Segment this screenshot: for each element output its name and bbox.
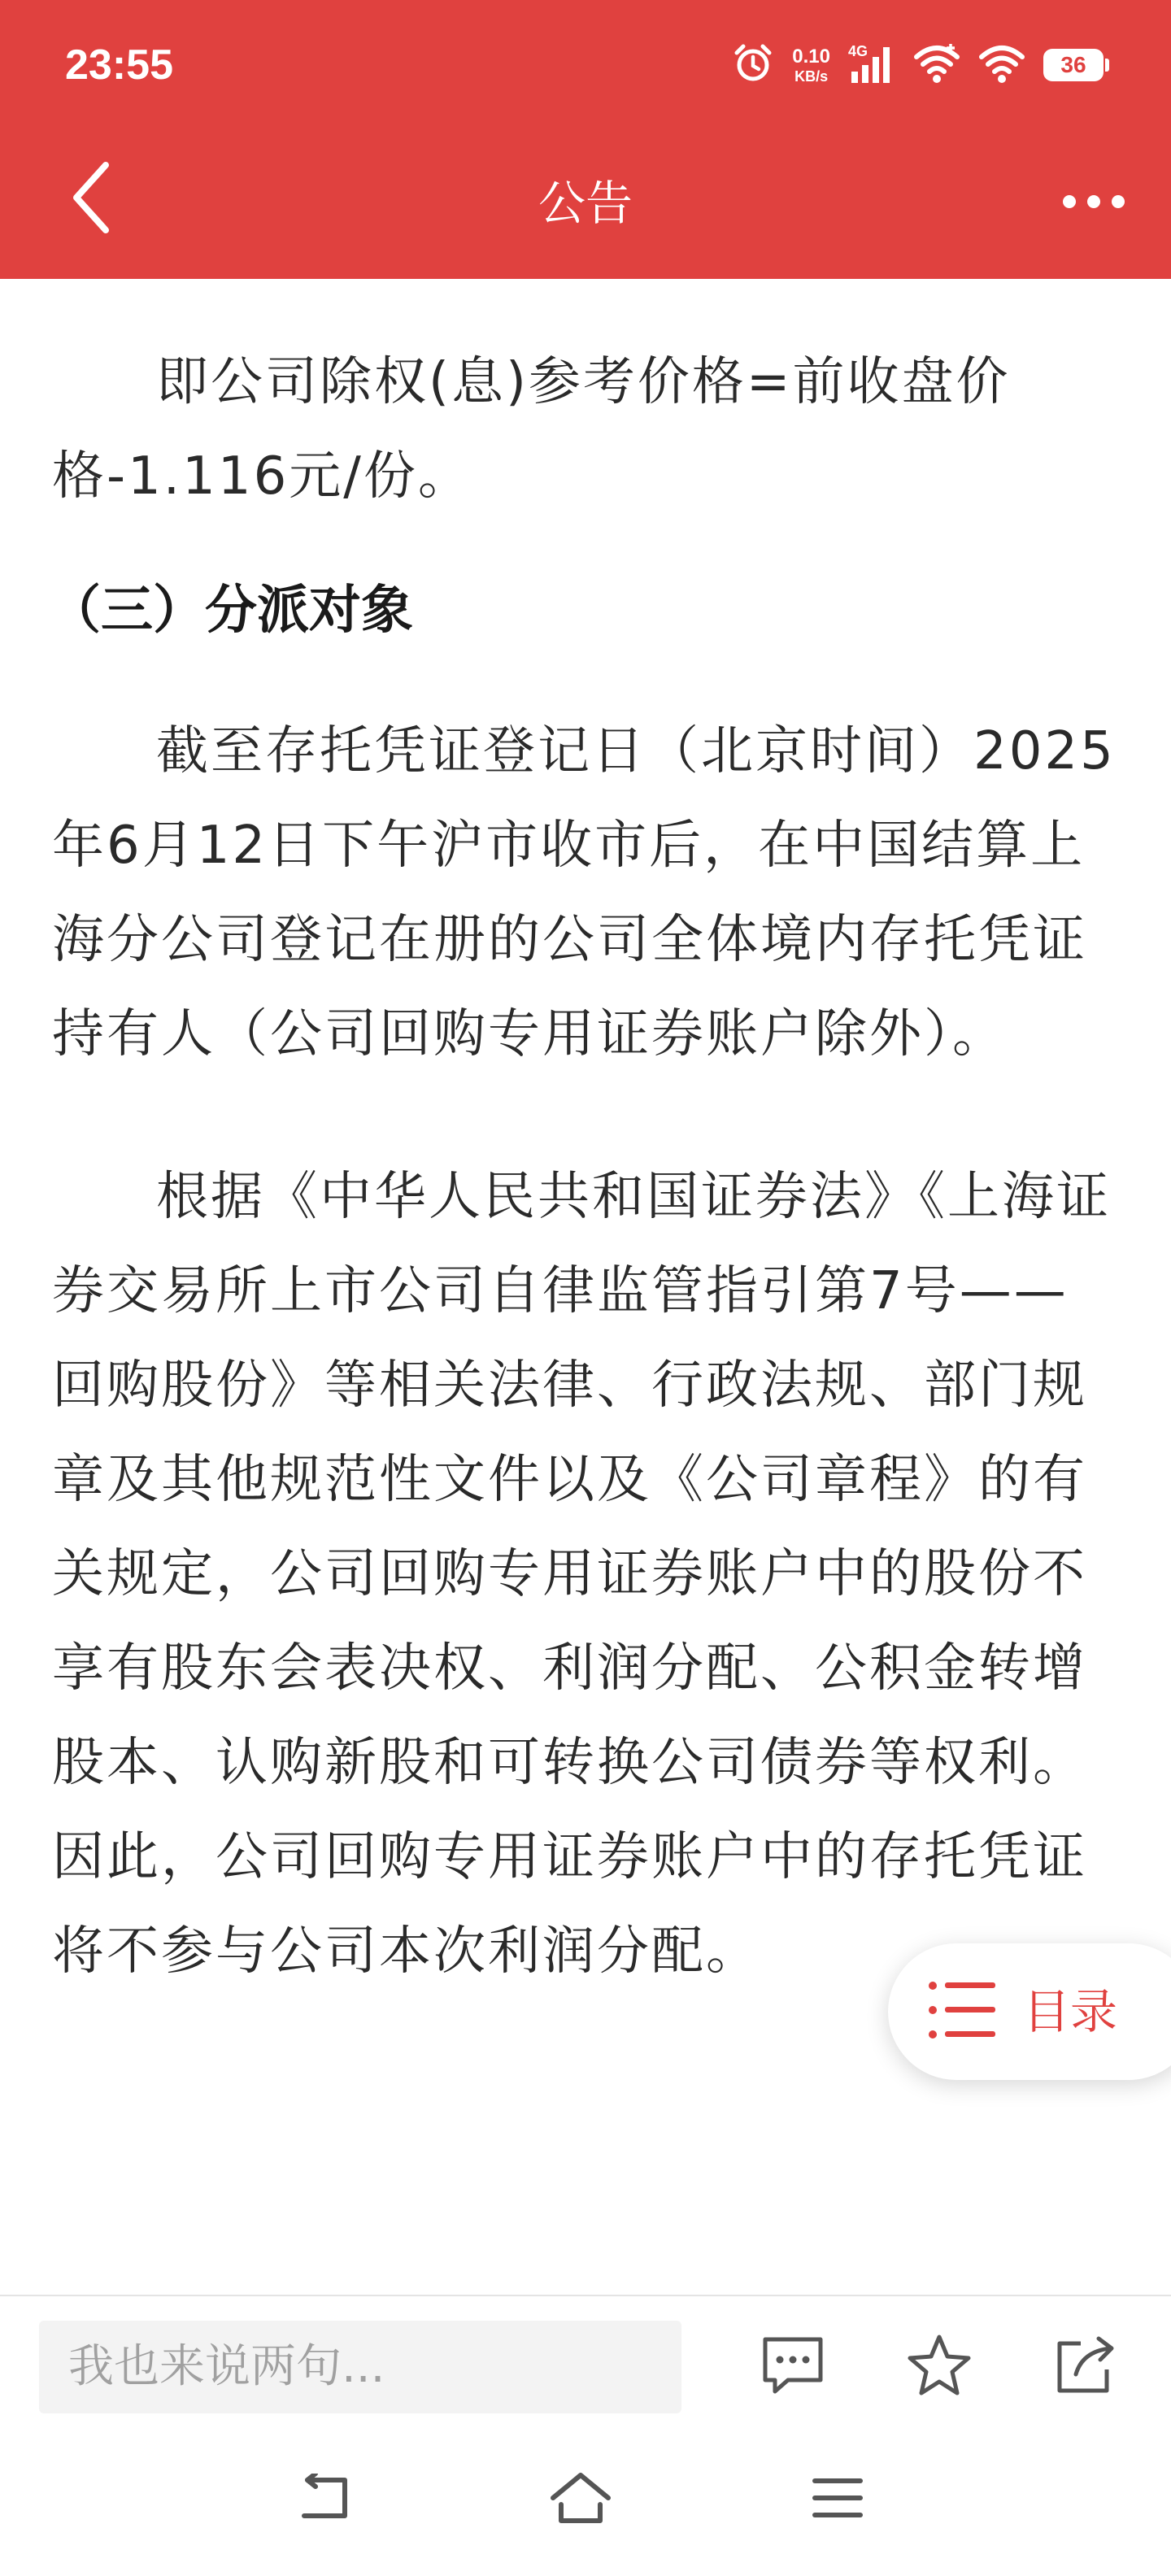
status-icons bbox=[732, 36, 1109, 94]
page-title: 公告 bbox=[538, 176, 633, 231]
network-speed-unit: KB/s bbox=[794, 67, 829, 85]
network-speed bbox=[792, 47, 830, 84]
article-paragraph: 即公司除权(息)参考价格=前收盘价格-1.116元/份。 bbox=[52, 352, 1011, 507]
nav-menu-icon bbox=[809, 2475, 866, 2524]
favorite-star-icon bbox=[907, 2334, 972, 2400]
alarm-icon bbox=[732, 42, 774, 88]
share-button[interactable] bbox=[1051, 2332, 1121, 2402]
system-nav-bar bbox=[0, 2422, 1171, 2576]
share-icon bbox=[1053, 2334, 1118, 2400]
article-body bbox=[49, 335, 1117, 2067]
app-header bbox=[0, 0, 1171, 279]
network-speed-value: 0.10 bbox=[792, 45, 830, 67]
more-dots-icon bbox=[1061, 194, 1126, 213]
article-paragraph: 根据《中华人民共和国证券法》《上海证券交易所上市公司自律监管指引第7号——回购股份》等相关法律、行政法规、部门规章及其他规范性文件以及《公司章程》的有关规定，公司回购专用证券账户中的股份不享有股东会表决权、利润分配、公积金转增股本、认购新股和可转换公司债券等权利。因此，公司回购专用证券账户中的存托凭证将不参与公司本次利润分配。 bbox=[52, 1167, 1111, 1982]
wifi-icon bbox=[978, 42, 1025, 88]
battery-icon bbox=[1043, 49, 1109, 81]
status-time: 23:55 bbox=[65, 41, 173, 89]
nav-back-icon bbox=[296, 2474, 355, 2526]
nav-menu-button[interactable] bbox=[797, 2459, 878, 2540]
toc-label: 目录 bbox=[1023, 1984, 1118, 2039]
nav-home-icon bbox=[548, 2470, 613, 2529]
cellular-signal-icon bbox=[848, 44, 895, 86]
list-icon bbox=[927, 1979, 997, 2044]
comment-input[interactable]: 我也来说两句... bbox=[39, 2321, 681, 2413]
comment-button[interactable] bbox=[758, 2332, 828, 2402]
more-options-button[interactable] bbox=[1049, 163, 1138, 244]
signal-type-label: 4G bbox=[848, 43, 868, 59]
battery-level: 36 bbox=[1043, 49, 1104, 81]
article-paragraph: 截至存托凭证登记日（北京时间）2025年6月12日下午沪市收市后，在中国结算上海分公司登记在册的公司全体境内存托凭证持有人（公司回购专用证券账户除外）。 bbox=[52, 721, 1116, 1064]
toc-button[interactable] bbox=[888, 1943, 1171, 2080]
nav-home-button[interactable] bbox=[540, 2459, 621, 2540]
comment-icon bbox=[760, 2334, 825, 2400]
section-heading: （三）分派对象 bbox=[49, 581, 413, 641]
wifi-plus-icon bbox=[913, 42, 960, 88]
nav-back-button[interactable] bbox=[285, 2459, 366, 2540]
bottom-action-bar bbox=[0, 2295, 1171, 2422]
favorite-button[interactable] bbox=[904, 2332, 974, 2402]
